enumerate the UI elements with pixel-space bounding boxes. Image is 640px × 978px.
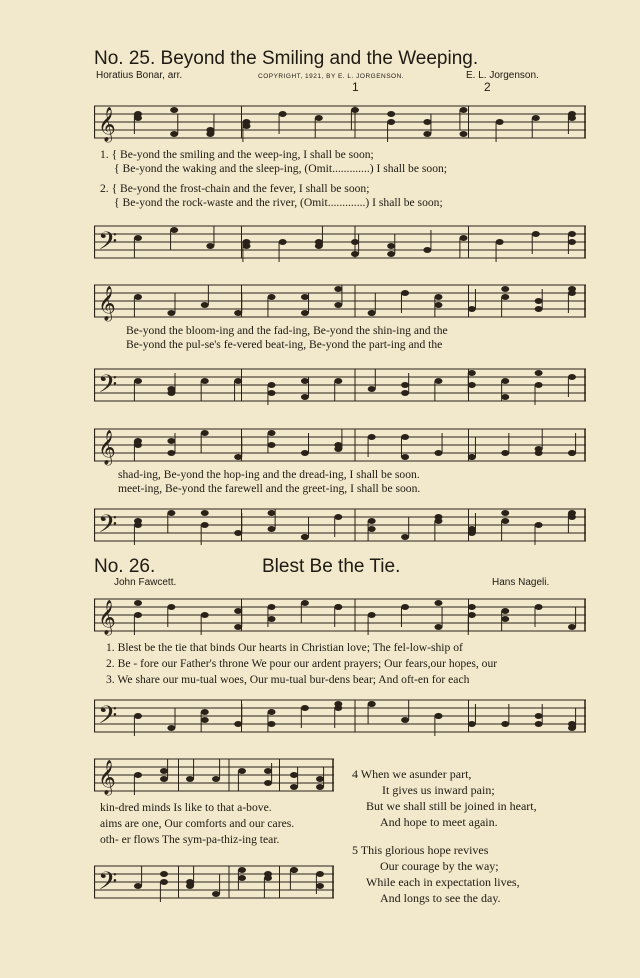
- note-head: [243, 123, 251, 129]
- note-head: [268, 382, 276, 388]
- note-head: [170, 107, 178, 113]
- note-head: [334, 286, 342, 292]
- note-head: [501, 608, 509, 614]
- note-head: [401, 290, 409, 296]
- note-head: [134, 442, 142, 448]
- note-head: [434, 600, 442, 606]
- lyric-line: 1. { Be-yond the smiling and the weep-ing, I shall be soon;: [100, 148, 374, 161]
- lyric-line: meet-ing, Be-yond the farewell and the greet-ing, I shall be soon.: [118, 482, 421, 495]
- note-head: [160, 776, 168, 782]
- note-head: [201, 612, 209, 618]
- note-head: [279, 239, 287, 245]
- hymn-26-system-1-treble-staff: [94, 590, 586, 640]
- note-head: [368, 526, 376, 532]
- note-head: [501, 721, 509, 727]
- note-head: [401, 717, 409, 723]
- note-head: [301, 450, 309, 456]
- hymn-26-system-2-treble-staff: [94, 750, 334, 800]
- note-head: [468, 370, 476, 376]
- lyric-line: Be-yond the bloom-ing and the fad-ing, Be-yond the shin-ing and the: [126, 324, 448, 337]
- note-head: [387, 119, 395, 125]
- note-head: [434, 624, 442, 630]
- note-head: [460, 235, 468, 241]
- note-head: [568, 624, 576, 630]
- note-head: [167, 604, 175, 610]
- note-head: [351, 107, 359, 113]
- note-head: [160, 879, 168, 885]
- note-head: [167, 438, 175, 444]
- clef-icon: 𝄢: [98, 227, 118, 262]
- verse-line: It gives us inward pain;: [382, 783, 495, 797]
- note-head: [268, 616, 276, 622]
- lyric-line: { Be-yond the waking and the sleep-ing, (Omit.............) I shall be soon;: [114, 162, 448, 175]
- note-head: [279, 111, 287, 117]
- note-head: [167, 510, 175, 516]
- note-head: [134, 713, 142, 719]
- note-head: [334, 701, 342, 707]
- note-head: [568, 231, 576, 237]
- note-head: [316, 784, 324, 790]
- note-head: [568, 374, 576, 380]
- lyric-line: 3. We share our mu-tual woes, Our mu-tual bur-dens bear; And oft-en for each: [106, 673, 470, 686]
- note-head: [268, 510, 276, 516]
- verse-line: And longs to see the day.: [380, 891, 501, 905]
- note-head: [212, 891, 220, 897]
- note-head: [401, 390, 409, 396]
- note-head: [268, 294, 276, 300]
- second-ending-number: 2: [484, 80, 491, 94]
- note-head: [290, 784, 298, 790]
- note-head: [535, 370, 543, 376]
- hymn-26-number: No. 26.: [94, 556, 156, 577]
- hymn-25-system-1-treble-staff: [94, 96, 586, 148]
- note-head: [234, 530, 242, 536]
- lyric-line: Be-yond the pul-se's fe-vered beat-ing, Be-yond the part-ing and the: [126, 338, 443, 351]
- note-head: [206, 127, 214, 133]
- note-head: [301, 294, 309, 300]
- note-head: [535, 721, 543, 727]
- note-head: [201, 510, 209, 516]
- clef-icon: 𝄞: [98, 286, 116, 321]
- note-head: [501, 510, 509, 516]
- note-head: [434, 302, 442, 308]
- note-head: [268, 604, 276, 610]
- note-head: [268, 721, 276, 727]
- lyric-line: { Be-yond the rock-waste and the river, (Omit.............) I shall be soon;: [114, 196, 443, 209]
- note-head: [368, 612, 376, 618]
- verse-line: Our courage by the way;: [380, 859, 499, 873]
- clef-icon: 𝄢: [98, 510, 118, 545]
- note-head: [134, 883, 142, 889]
- hymn-25-copyright: COPYRIGHT, 1921, BY E. L. JORGENSON.: [258, 73, 405, 80]
- note-head: [206, 243, 214, 249]
- first-ending-number: 1: [352, 80, 359, 94]
- note-head: [535, 298, 543, 304]
- clef-icon: 𝄞: [98, 107, 116, 142]
- note-head: [434, 450, 442, 456]
- note-head: [334, 514, 342, 520]
- verse-line: 4 When we asunder part,: [352, 767, 472, 781]
- hymn-26-verse-5: [352, 842, 520, 906]
- hymn-26-composer: Hans Nageli.: [492, 577, 550, 588]
- note-head: [212, 776, 220, 782]
- note-head: [301, 394, 309, 400]
- note-head: [535, 713, 543, 719]
- hymn-25-system-2-lyrics: [126, 324, 448, 352]
- note-head: [387, 111, 395, 117]
- note-head: [468, 454, 476, 460]
- note-head: [301, 705, 309, 711]
- note-head: [501, 378, 509, 384]
- note-head: [186, 776, 194, 782]
- note-head: [401, 382, 409, 388]
- clef-icon: 𝄞: [98, 600, 116, 635]
- note-head: [316, 776, 324, 782]
- lyric-line: 1. Blest be the tie that binds Our hearts in Christian love; The fel-low-ship of: [106, 641, 463, 654]
- hymn-26-system-1-bass-staff: [94, 690, 586, 742]
- note-head: [532, 115, 540, 121]
- note-head: [201, 378, 209, 384]
- note-head: [568, 239, 576, 245]
- clef-icon: 𝄞: [98, 760, 116, 795]
- note-head: [501, 294, 509, 300]
- note-head: [334, 378, 342, 384]
- note-head: [234, 378, 242, 384]
- note-head: [423, 119, 431, 125]
- note-head: [423, 131, 431, 137]
- note-head: [468, 721, 476, 727]
- note-head: [243, 243, 251, 249]
- verse-line: While each in expectation lives,: [366, 875, 520, 889]
- note-head: [238, 867, 246, 873]
- note-head: [167, 310, 175, 316]
- note-head: [316, 883, 324, 889]
- note-head: [535, 604, 543, 610]
- note-head: [234, 454, 242, 460]
- note-head: [238, 875, 246, 881]
- note-head: [368, 518, 376, 524]
- hymn-25-system-2-treble-staff: [94, 276, 586, 326]
- note-head: [423, 247, 431, 253]
- hymn-25-system-2-bass-staff: [94, 356, 586, 414]
- note-head: [301, 600, 309, 606]
- note-head: [368, 701, 376, 707]
- note-head: [468, 306, 476, 312]
- note-head: [234, 608, 242, 614]
- hymn-25-heading: [94, 48, 478, 70]
- hymn-26-system-2-bass-staff: [94, 856, 334, 908]
- note-head: [301, 310, 309, 316]
- note-head: [434, 713, 442, 719]
- hymn-26-system-2-lyrics: [100, 800, 294, 848]
- verse-line: And hope to meet again.: [380, 815, 498, 829]
- note-head: [160, 871, 168, 877]
- note-head: [468, 382, 476, 388]
- note-head: [134, 115, 142, 121]
- staff-lines: [94, 106, 586, 138]
- note-head: [535, 522, 543, 528]
- note-head: [460, 131, 468, 137]
- note-head: [535, 382, 543, 388]
- note-head: [532, 231, 540, 237]
- note-head: [535, 306, 543, 312]
- note-head: [170, 131, 178, 137]
- note-head: [351, 239, 359, 245]
- note-head: [160, 768, 168, 774]
- hymn-25-number: No. 25.: [94, 48, 156, 69]
- note-head: [568, 286, 576, 292]
- lyric-line: shad-ing, Be-yond the hop-ing and the dread-ing, I shall be soon.: [118, 468, 420, 481]
- note-head: [501, 616, 509, 622]
- note-head: [268, 442, 276, 448]
- note-head: [134, 518, 142, 524]
- note-head: [167, 450, 175, 456]
- note-head: [468, 604, 476, 610]
- note-head: [434, 294, 442, 300]
- note-head: [170, 227, 178, 233]
- note-head: [496, 239, 504, 245]
- note-head: [201, 302, 209, 308]
- note-head: [167, 725, 175, 731]
- note-head: [401, 454, 409, 460]
- note-head: [568, 115, 576, 121]
- hymn-25-system-1-lyrics: [100, 148, 447, 210]
- lyric-line: aims are one, Our comforts and our cares.: [100, 817, 295, 830]
- hymn-25-system-3-lyrics: [118, 468, 420, 496]
- note-head: [434, 378, 442, 384]
- note-head: [134, 235, 142, 241]
- hymn-25-system-3-treble-staff: [94, 420, 586, 470]
- clef-icon: 𝄞: [98, 430, 116, 465]
- note-head: [368, 310, 376, 316]
- lyric-line: kin-dred minds Is like to that a-bove.: [100, 801, 272, 814]
- note-head: [535, 450, 543, 456]
- note-head: [568, 450, 576, 456]
- hymn-25-author: Horatius Bonar, arr.: [96, 70, 183, 81]
- note-head: [134, 600, 142, 606]
- note-head: [264, 768, 272, 774]
- note-head: [134, 294, 142, 300]
- note-head: [268, 526, 276, 532]
- lyric-line: 2. { Be-yond the frost-chain and the fever, I shall be soon;: [100, 182, 370, 195]
- clef-icon: 𝄢: [98, 867, 118, 902]
- note-head: [268, 430, 276, 436]
- note-head: [186, 879, 194, 885]
- note-head: [134, 378, 142, 384]
- note-head: [387, 243, 395, 249]
- note-head: [434, 514, 442, 520]
- hymn-26-author: John Fawcett.: [114, 577, 177, 588]
- clef-icon: 𝄢: [98, 701, 118, 736]
- note-head: [167, 386, 175, 392]
- note-head: [234, 721, 242, 727]
- hymn-26-verse-4: [352, 766, 537, 830]
- lyric-line: oth- er flows The sym-pa-thiz-ing tear.: [100, 833, 280, 846]
- note-head: [134, 612, 142, 618]
- note-head: [301, 534, 309, 540]
- note-head: [501, 286, 509, 292]
- hymn-25-system-1-bass-staff: [94, 216, 586, 268]
- note-head: [238, 768, 246, 774]
- note-head: [468, 526, 476, 532]
- note-head: [201, 430, 209, 436]
- note-head: [264, 780, 272, 786]
- note-head: [201, 709, 209, 715]
- note-head: [501, 394, 509, 400]
- note-head: [501, 518, 509, 524]
- note-head: [468, 612, 476, 618]
- lyric-line: 2. Be - fore our Father's throne We pour our ardent prayers; Our fears,our hopes, our: [106, 657, 498, 670]
- note-head: [496, 119, 504, 125]
- note-head: [290, 867, 298, 873]
- verse-line: But we shall still be joined in heart,: [366, 799, 537, 813]
- note-head: [201, 522, 209, 528]
- note-head: [368, 386, 376, 392]
- staff-lines: [94, 369, 586, 401]
- note-head: [134, 772, 142, 778]
- note-head: [401, 434, 409, 440]
- note-head: [316, 871, 324, 877]
- note-head: [568, 514, 576, 520]
- note-head: [334, 604, 342, 610]
- note-head: [315, 239, 323, 245]
- note-head: [234, 310, 242, 316]
- note-head: [301, 378, 309, 384]
- clef-icon: 𝄢: [98, 370, 118, 405]
- note-head: [387, 251, 395, 257]
- note-head: [351, 251, 359, 257]
- note-head: [234, 624, 242, 630]
- hymn-26-title: Blest Be the Tie.: [262, 556, 401, 577]
- note-head: [264, 871, 272, 877]
- note-head: [268, 390, 276, 396]
- note-head: [201, 717, 209, 723]
- note-head: [368, 434, 376, 440]
- note-head: [501, 450, 509, 456]
- note-head: [401, 534, 409, 540]
- verse-line: 5 This glorious hope revives: [352, 843, 489, 857]
- note-head: [334, 302, 342, 308]
- hymn-26-system-1-lyrics: [106, 640, 497, 688]
- note-head: [315, 115, 323, 121]
- note-head: [568, 721, 576, 727]
- staff-lines: [94, 226, 586, 258]
- note-head: [290, 772, 298, 778]
- hymn-25-composer: E. L. Jorgenson.: [466, 70, 539, 81]
- note-head: [268, 709, 276, 715]
- hymn-25-system-3-bass-staff: [94, 500, 586, 550]
- note-head: [334, 442, 342, 448]
- hymn-25-title: Beyond the Smiling and the Weeping.: [160, 48, 479, 69]
- note-head: [401, 604, 409, 610]
- note-head: [460, 107, 468, 113]
